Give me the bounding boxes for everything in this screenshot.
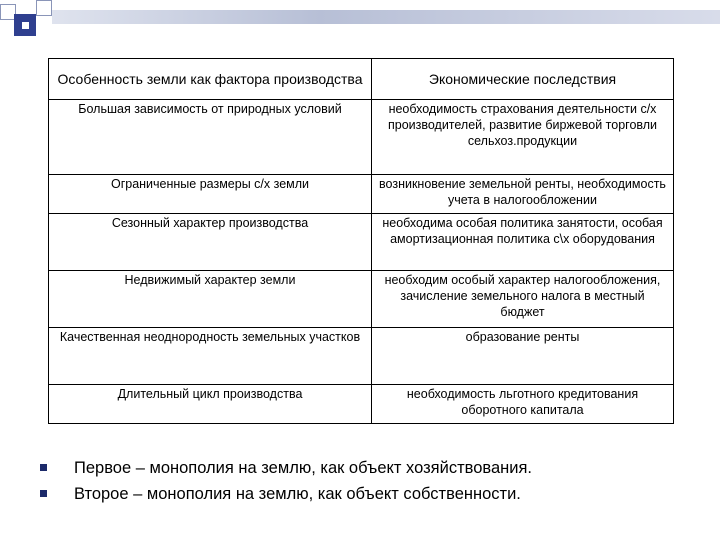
consequence-cell: необходим особый характер налогообложения, зачисление земельного налога в местный бюджет [372, 271, 674, 328]
table-row [49, 100, 674, 175]
bullet-list [40, 455, 532, 507]
table-header-row [49, 59, 674, 100]
square-bullet-icon [40, 490, 47, 497]
deco-top-bar [52, 10, 720, 24]
consequence-cell: образование ренты [372, 328, 674, 385]
header-feature: Особенность земли как фактора производства [49, 59, 372, 100]
deco-square-small [22, 22, 29, 29]
feature-cell: Сезонный характер производства [49, 214, 372, 271]
feature-cell: Недвижимый характер земли [49, 271, 372, 328]
consequence-cell: необходимость льготного кредитования оборотного капитала [372, 385, 674, 424]
table-row [49, 271, 674, 328]
deco-square-top [36, 0, 52, 16]
bullet-text: – монополия на землю, как объект хозяйствования. [131, 459, 532, 477]
bullet-lead: Первое [74, 459, 132, 477]
bullet-item [40, 455, 532, 481]
table-row [49, 175, 674, 214]
feature-cell: Длительный цикл производства [49, 385, 372, 424]
feature-cell: Качественная неоднородность земельных участков [49, 328, 372, 385]
header-consequence: Экономические последствия [372, 59, 674, 100]
land-features-table [48, 58, 674, 424]
consequence-cell: необходима особая политика занятости, особая амортизационная политика с\х оборудования [372, 214, 674, 271]
table-row [49, 385, 674, 424]
bullet-lead: Второе [74, 485, 129, 503]
consequence-cell: возникновение земельной ренты, необходимость учета в налогообложении [372, 175, 674, 214]
bullet-item [40, 481, 532, 507]
feature-cell: Большая зависимость от природных условий [49, 100, 372, 175]
consequence-cell: необходимость страхования деятельности с/х производителей, развитие биржевой торговли сельхоз.продукции [372, 100, 674, 175]
table-row [49, 214, 674, 271]
square-bullet-icon [40, 464, 47, 471]
bullet-text: – монополия на землю, как объект собственности. [128, 485, 521, 503]
feature-cell: Ограниченные размеры с/х земли [49, 175, 372, 214]
table-row [49, 328, 674, 385]
